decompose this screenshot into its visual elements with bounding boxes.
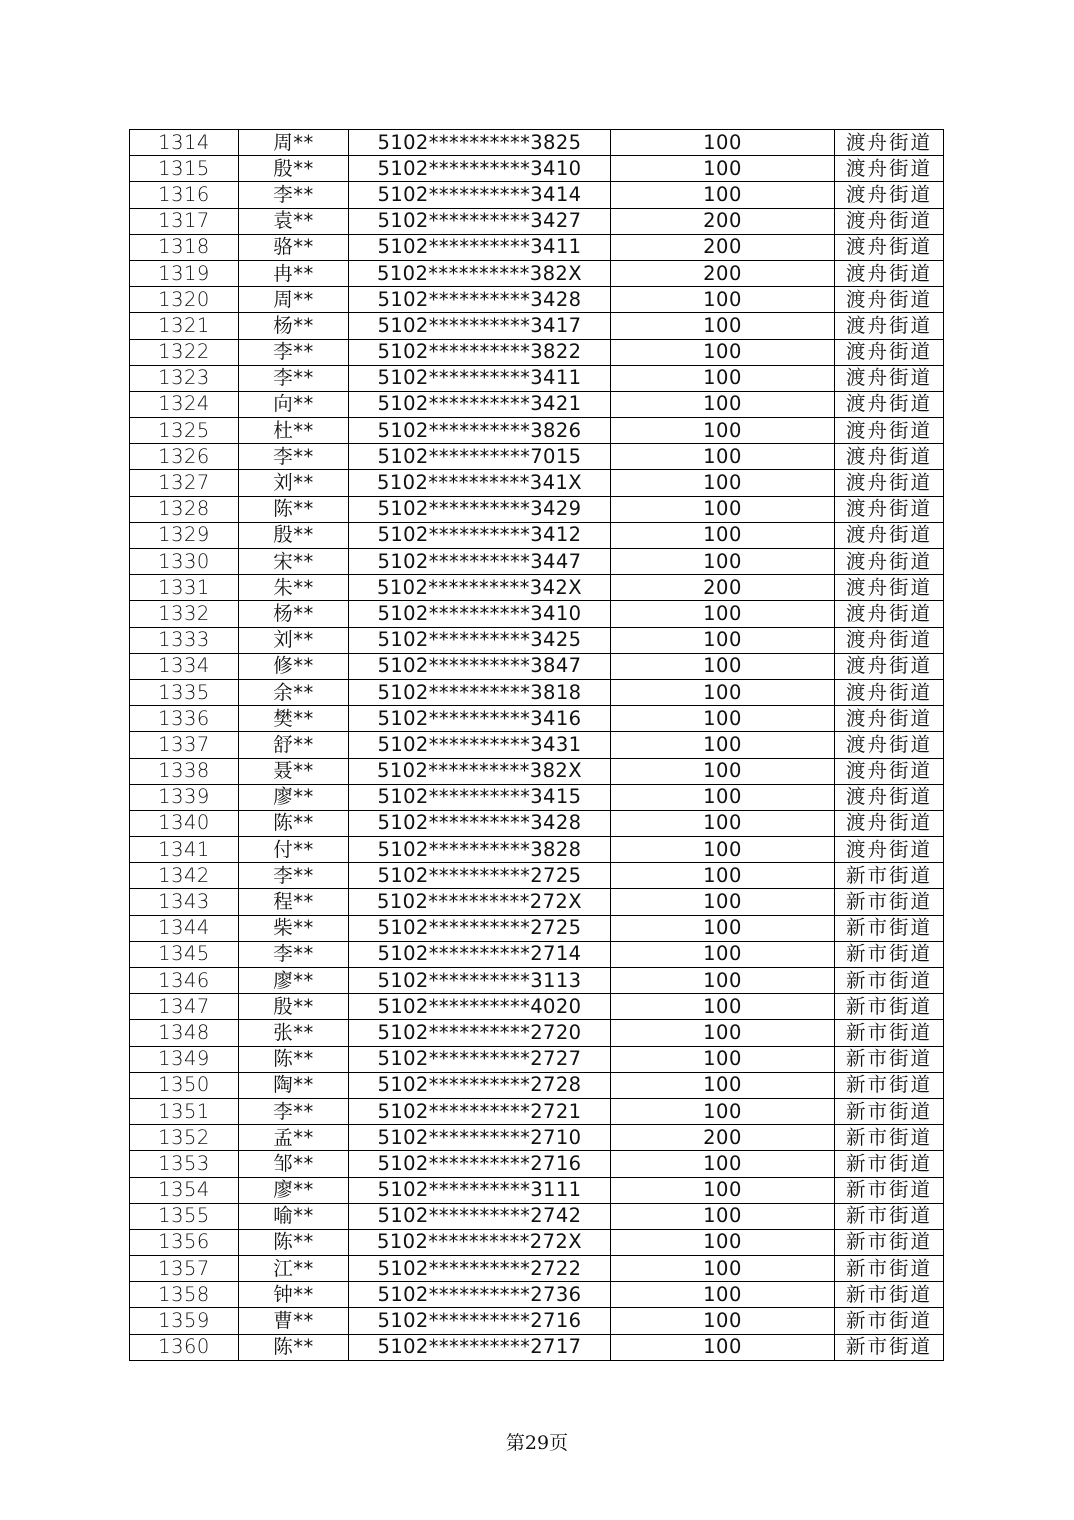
id-number-cell: 5102**********341X bbox=[349, 470, 611, 496]
street-cell: 渡舟街道 bbox=[835, 784, 944, 810]
row-number-cell: 1356 bbox=[130, 1229, 239, 1255]
amount-cell: 100 bbox=[611, 627, 835, 653]
table-row bbox=[130, 732, 944, 758]
street-cell: 渡舟街道 bbox=[835, 260, 944, 286]
table-row bbox=[130, 889, 944, 915]
name-cell: 樊** bbox=[239, 706, 349, 732]
amount-cell: 100 bbox=[611, 418, 835, 444]
name-cell: 陈** bbox=[239, 1334, 349, 1360]
name-cell: 杜** bbox=[239, 418, 349, 444]
street-cell: 新市街道 bbox=[835, 863, 944, 889]
id-number-cell: 5102**********3425 bbox=[349, 627, 611, 653]
table-row bbox=[130, 1229, 944, 1255]
row-number-cell: 1329 bbox=[130, 522, 239, 548]
row-number-cell: 1354 bbox=[130, 1177, 239, 1203]
row-number-cell: 1350 bbox=[130, 1072, 239, 1098]
amount-cell: 100 bbox=[611, 1177, 835, 1203]
id-number-cell: 5102**********3818 bbox=[349, 679, 611, 705]
table-row bbox=[130, 863, 944, 889]
id-number-cell: 5102**********2720 bbox=[349, 1020, 611, 1046]
table-row bbox=[130, 575, 944, 601]
amount-cell: 100 bbox=[611, 1256, 835, 1282]
name-cell: 曹** bbox=[239, 1308, 349, 1334]
name-cell: 廖** bbox=[239, 1177, 349, 1203]
name-cell: 周** bbox=[239, 130, 349, 156]
amount-cell: 100 bbox=[611, 1203, 835, 1229]
amount-cell: 200 bbox=[611, 208, 835, 234]
id-number-cell: 5102**********3411 bbox=[349, 234, 611, 260]
street-cell: 新市街道 bbox=[835, 1020, 944, 1046]
table-row bbox=[130, 601, 944, 627]
street-cell: 渡舟街道 bbox=[835, 156, 944, 182]
name-cell: 刘** bbox=[239, 470, 349, 496]
name-cell: 杨** bbox=[239, 601, 349, 627]
street-cell: 渡舟街道 bbox=[835, 549, 944, 575]
name-cell: 程** bbox=[239, 889, 349, 915]
id-number-cell: 5102**********2736 bbox=[349, 1282, 611, 1308]
table-row bbox=[130, 784, 944, 810]
street-cell: 渡舟街道 bbox=[835, 365, 944, 391]
id-number-cell: 5102**********2714 bbox=[349, 941, 611, 967]
id-number-cell: 5102**********7015 bbox=[349, 444, 611, 470]
street-cell: 新市街道 bbox=[835, 889, 944, 915]
id-number-cell: 5102**********3111 bbox=[349, 1177, 611, 1203]
row-number-cell: 1328 bbox=[130, 496, 239, 522]
recipient-table-body bbox=[130, 130, 944, 1361]
amount-cell: 100 bbox=[611, 837, 835, 863]
street-cell: 渡舟街道 bbox=[835, 208, 944, 234]
street-cell: 渡舟街道 bbox=[835, 810, 944, 836]
row-number-cell: 1337 bbox=[130, 732, 239, 758]
name-cell: 骆** bbox=[239, 234, 349, 260]
row-number-cell: 1320 bbox=[130, 287, 239, 313]
name-cell: 李** bbox=[239, 1098, 349, 1124]
id-number-cell: 5102**********3416 bbox=[349, 706, 611, 732]
table-row bbox=[130, 234, 944, 260]
id-number-cell: 5102**********3411 bbox=[349, 365, 611, 391]
id-number-cell: 5102**********3822 bbox=[349, 339, 611, 365]
row-number-cell: 1336 bbox=[130, 706, 239, 732]
row-number-cell: 1321 bbox=[130, 313, 239, 339]
id-number-cell: 5102**********2728 bbox=[349, 1072, 611, 1098]
amount-cell: 100 bbox=[611, 994, 835, 1020]
amount-cell: 200 bbox=[611, 575, 835, 601]
amount-cell: 100 bbox=[611, 391, 835, 417]
name-cell: 向** bbox=[239, 391, 349, 417]
amount-cell: 100 bbox=[611, 1020, 835, 1046]
name-cell: 陈** bbox=[239, 1046, 349, 1072]
amount-cell: 100 bbox=[611, 444, 835, 470]
street-cell: 新市街道 bbox=[835, 1308, 944, 1334]
name-cell: 杨** bbox=[239, 313, 349, 339]
name-cell: 冉** bbox=[239, 260, 349, 286]
table-row bbox=[130, 627, 944, 653]
id-number-cell: 5102**********382X bbox=[349, 758, 611, 784]
row-number-cell: 1351 bbox=[130, 1098, 239, 1124]
row-number-cell: 1332 bbox=[130, 601, 239, 627]
amount-cell: 100 bbox=[611, 784, 835, 810]
id-number-cell: 5102**********342X bbox=[349, 575, 611, 601]
street-cell: 新市街道 bbox=[835, 1046, 944, 1072]
row-number-cell: 1326 bbox=[130, 444, 239, 470]
name-cell: 周** bbox=[239, 287, 349, 313]
name-cell: 江** bbox=[239, 1256, 349, 1282]
street-cell: 新市街道 bbox=[835, 994, 944, 1020]
street-cell: 渡舟街道 bbox=[835, 627, 944, 653]
id-number-cell: 5102**********2717 bbox=[349, 1334, 611, 1360]
row-number-cell: 1335 bbox=[130, 679, 239, 705]
id-number-cell: 5102**********2721 bbox=[349, 1098, 611, 1124]
street-cell: 渡舟街道 bbox=[835, 313, 944, 339]
street-cell: 渡舟街道 bbox=[835, 391, 944, 417]
amount-cell: 100 bbox=[611, 313, 835, 339]
amount-cell: 100 bbox=[611, 182, 835, 208]
amount-cell: 100 bbox=[611, 522, 835, 548]
id-number-cell: 5102**********3417 bbox=[349, 313, 611, 339]
id-number-cell: 5102**********2716 bbox=[349, 1308, 611, 1334]
amount-cell: 100 bbox=[611, 1046, 835, 1072]
name-cell: 廖** bbox=[239, 968, 349, 994]
id-number-cell: 5102**********4020 bbox=[349, 994, 611, 1020]
row-number-cell: 1334 bbox=[130, 653, 239, 679]
row-number-cell: 1360 bbox=[130, 1334, 239, 1360]
street-cell: 渡舟街道 bbox=[835, 339, 944, 365]
amount-cell: 100 bbox=[611, 1308, 835, 1334]
amount-cell: 100 bbox=[611, 365, 835, 391]
id-number-cell: 5102**********3431 bbox=[349, 732, 611, 758]
name-cell: 陶** bbox=[239, 1072, 349, 1098]
id-number-cell: 5102**********3415 bbox=[349, 784, 611, 810]
id-number-cell: 5102**********3826 bbox=[349, 418, 611, 444]
id-number-cell: 5102**********3427 bbox=[349, 208, 611, 234]
street-cell: 渡舟街道 bbox=[835, 496, 944, 522]
amount-cell: 100 bbox=[611, 601, 835, 627]
row-number-cell: 1343 bbox=[130, 889, 239, 915]
street-cell: 渡舟街道 bbox=[835, 234, 944, 260]
id-number-cell: 5102**********3113 bbox=[349, 968, 611, 994]
table-row bbox=[130, 1177, 944, 1203]
id-number-cell: 5102**********2710 bbox=[349, 1125, 611, 1151]
row-number-cell: 1331 bbox=[130, 575, 239, 601]
table-row bbox=[130, 522, 944, 548]
table-row bbox=[130, 679, 944, 705]
street-cell: 新市街道 bbox=[835, 1229, 944, 1255]
street-cell: 新市街道 bbox=[835, 1203, 944, 1229]
table-row bbox=[130, 1125, 944, 1151]
id-number-cell: 5102**********3414 bbox=[349, 182, 611, 208]
table-row bbox=[130, 339, 944, 365]
street-cell: 渡舟街道 bbox=[835, 470, 944, 496]
amount-cell: 100 bbox=[611, 287, 835, 313]
table-row bbox=[130, 287, 944, 313]
street-cell: 新市街道 bbox=[835, 915, 944, 941]
name-cell: 柴** bbox=[239, 915, 349, 941]
street-cell: 新市街道 bbox=[835, 1125, 944, 1151]
name-cell: 殷** bbox=[239, 156, 349, 182]
table-row bbox=[130, 1020, 944, 1046]
table-row bbox=[130, 1334, 944, 1360]
amount-cell: 100 bbox=[611, 968, 835, 994]
street-cell: 渡舟街道 bbox=[835, 130, 944, 156]
name-cell: 刘** bbox=[239, 627, 349, 653]
table-row bbox=[130, 1282, 944, 1308]
table-row bbox=[130, 941, 944, 967]
row-number-cell: 1325 bbox=[130, 418, 239, 444]
table-row bbox=[130, 968, 944, 994]
name-cell: 殷** bbox=[239, 994, 349, 1020]
row-number-cell: 1352 bbox=[130, 1125, 239, 1151]
row-number-cell: 1339 bbox=[130, 784, 239, 810]
name-cell: 邹** bbox=[239, 1151, 349, 1177]
row-number-cell: 1338 bbox=[130, 758, 239, 784]
street-cell: 新市街道 bbox=[835, 1282, 944, 1308]
table-row bbox=[130, 1308, 944, 1334]
table-row bbox=[130, 313, 944, 339]
name-cell: 孟** bbox=[239, 1125, 349, 1151]
name-cell: 张** bbox=[239, 1020, 349, 1046]
name-cell: 余** bbox=[239, 679, 349, 705]
table-row bbox=[130, 444, 944, 470]
table-row bbox=[130, 1098, 944, 1124]
row-number-cell: 1319 bbox=[130, 260, 239, 286]
id-number-cell: 5102**********3847 bbox=[349, 653, 611, 679]
name-cell: 袁** bbox=[239, 208, 349, 234]
row-number-cell: 1342 bbox=[130, 863, 239, 889]
id-number-cell: 5102**********3828 bbox=[349, 837, 611, 863]
amount-cell: 100 bbox=[611, 1072, 835, 1098]
street-cell: 渡舟街道 bbox=[835, 758, 944, 784]
table-row bbox=[130, 208, 944, 234]
name-cell: 朱** bbox=[239, 575, 349, 601]
id-number-cell: 5102**********272X bbox=[349, 1229, 611, 1255]
name-cell: 钟** bbox=[239, 1282, 349, 1308]
street-cell: 渡舟街道 bbox=[835, 182, 944, 208]
amount-cell: 100 bbox=[611, 339, 835, 365]
street-cell: 渡舟街道 bbox=[835, 522, 944, 548]
id-number-cell: 5102**********3421 bbox=[349, 391, 611, 417]
amount-cell: 100 bbox=[611, 863, 835, 889]
table-row bbox=[130, 182, 944, 208]
amount-cell: 100 bbox=[611, 1151, 835, 1177]
table-row bbox=[130, 1046, 944, 1072]
table-row bbox=[130, 130, 944, 156]
street-cell: 渡舟街道 bbox=[835, 706, 944, 732]
street-cell: 新市街道 bbox=[835, 1334, 944, 1360]
amount-cell: 100 bbox=[611, 941, 835, 967]
amount-cell: 100 bbox=[611, 470, 835, 496]
amount-cell: 200 bbox=[611, 1125, 835, 1151]
id-number-cell: 5102**********2725 bbox=[349, 915, 611, 941]
table-row bbox=[130, 470, 944, 496]
amount-cell: 200 bbox=[611, 234, 835, 260]
amount-cell: 100 bbox=[611, 1098, 835, 1124]
row-number-cell: 1353 bbox=[130, 1151, 239, 1177]
row-number-cell: 1355 bbox=[130, 1203, 239, 1229]
amount-cell: 100 bbox=[611, 496, 835, 522]
id-number-cell: 5102**********3410 bbox=[349, 601, 611, 627]
row-number-cell: 1348 bbox=[130, 1020, 239, 1046]
table-row bbox=[130, 391, 944, 417]
street-cell: 新市街道 bbox=[835, 1151, 944, 1177]
street-cell: 新市街道 bbox=[835, 1177, 944, 1203]
table-row bbox=[130, 496, 944, 522]
id-number-cell: 5102**********2727 bbox=[349, 1046, 611, 1072]
table-row bbox=[130, 418, 944, 444]
id-number-cell: 5102**********272X bbox=[349, 889, 611, 915]
row-number-cell: 1317 bbox=[130, 208, 239, 234]
row-number-cell: 1346 bbox=[130, 968, 239, 994]
table-row bbox=[130, 1203, 944, 1229]
street-cell: 渡舟街道 bbox=[835, 732, 944, 758]
amount-cell: 100 bbox=[611, 758, 835, 784]
street-cell: 渡舟街道 bbox=[835, 679, 944, 705]
name-cell: 宋** bbox=[239, 549, 349, 575]
name-cell: 舒** bbox=[239, 732, 349, 758]
row-number-cell: 1315 bbox=[130, 156, 239, 182]
street-cell: 渡舟街道 bbox=[835, 653, 944, 679]
street-cell: 渡舟街道 bbox=[835, 444, 944, 470]
name-cell: 陈** bbox=[239, 496, 349, 522]
table-row bbox=[130, 365, 944, 391]
name-cell: 陈** bbox=[239, 1229, 349, 1255]
street-cell: 渡舟街道 bbox=[835, 575, 944, 601]
table-row bbox=[130, 837, 944, 863]
table-row bbox=[130, 260, 944, 286]
street-cell: 渡舟街道 bbox=[835, 418, 944, 444]
amount-cell: 100 bbox=[611, 1229, 835, 1255]
amount-cell: 100 bbox=[611, 889, 835, 915]
name-cell: 聂** bbox=[239, 758, 349, 784]
amount-cell: 100 bbox=[611, 653, 835, 679]
table-row bbox=[130, 810, 944, 836]
amount-cell: 100 bbox=[611, 732, 835, 758]
amount-cell: 100 bbox=[611, 549, 835, 575]
row-number-cell: 1347 bbox=[130, 994, 239, 1020]
id-number-cell: 5102**********3428 bbox=[349, 287, 611, 313]
table-row bbox=[130, 1072, 944, 1098]
row-number-cell: 1330 bbox=[130, 549, 239, 575]
row-number-cell: 1349 bbox=[130, 1046, 239, 1072]
name-cell: 李** bbox=[239, 444, 349, 470]
amount-cell: 100 bbox=[611, 915, 835, 941]
name-cell: 李** bbox=[239, 863, 349, 889]
name-cell: 李** bbox=[239, 941, 349, 967]
name-cell: 殷** bbox=[239, 522, 349, 548]
id-number-cell: 5102**********3410 bbox=[349, 156, 611, 182]
id-number-cell: 5102**********382X bbox=[349, 260, 611, 286]
name-cell: 李** bbox=[239, 365, 349, 391]
table-row bbox=[130, 994, 944, 1020]
amount-cell: 200 bbox=[611, 260, 835, 286]
row-number-cell: 1341 bbox=[130, 837, 239, 863]
row-number-cell: 1323 bbox=[130, 365, 239, 391]
row-number-cell: 1324 bbox=[130, 391, 239, 417]
amount-cell: 100 bbox=[611, 706, 835, 732]
name-cell: 李** bbox=[239, 182, 349, 208]
name-cell: 喻** bbox=[239, 1203, 349, 1229]
street-cell: 渡舟街道 bbox=[835, 601, 944, 627]
id-number-cell: 5102**********3428 bbox=[349, 810, 611, 836]
table-row bbox=[130, 653, 944, 679]
row-number-cell: 1344 bbox=[130, 915, 239, 941]
page-number: 第29页 bbox=[505, 1432, 569, 1454]
id-number-cell: 5102**********3447 bbox=[349, 549, 611, 575]
name-cell: 修** bbox=[239, 653, 349, 679]
row-number-cell: 1340 bbox=[130, 810, 239, 836]
row-number-cell: 1358 bbox=[130, 1282, 239, 1308]
table-row bbox=[130, 915, 944, 941]
id-number-cell: 5102**********3412 bbox=[349, 522, 611, 548]
row-number-cell: 1357 bbox=[130, 1256, 239, 1282]
table-row bbox=[130, 156, 944, 182]
row-number-cell: 1322 bbox=[130, 339, 239, 365]
row-number-cell: 1318 bbox=[130, 234, 239, 260]
name-cell: 李** bbox=[239, 339, 349, 365]
recipient-table bbox=[129, 129, 944, 1361]
table-row bbox=[130, 1151, 944, 1177]
row-number-cell: 1327 bbox=[130, 470, 239, 496]
amount-cell: 100 bbox=[611, 1334, 835, 1360]
name-cell: 廖** bbox=[239, 784, 349, 810]
amount-cell: 100 bbox=[611, 810, 835, 836]
id-number-cell: 5102**********2742 bbox=[349, 1203, 611, 1229]
id-number-cell: 5102**********2725 bbox=[349, 863, 611, 889]
row-number-cell: 1314 bbox=[130, 130, 239, 156]
table-row bbox=[130, 706, 944, 732]
row-number-cell: 1333 bbox=[130, 627, 239, 653]
table-row bbox=[130, 758, 944, 784]
id-number-cell: 5102**********2722 bbox=[349, 1256, 611, 1282]
name-cell: 陈** bbox=[239, 810, 349, 836]
name-cell: 付** bbox=[239, 837, 349, 863]
amount-cell: 100 bbox=[611, 1282, 835, 1308]
amount-cell: 100 bbox=[611, 156, 835, 182]
street-cell: 新市街道 bbox=[835, 1256, 944, 1282]
amount-cell: 100 bbox=[611, 130, 835, 156]
id-number-cell: 5102**********2716 bbox=[349, 1151, 611, 1177]
street-cell: 渡舟街道 bbox=[835, 837, 944, 863]
amount-cell: 100 bbox=[611, 679, 835, 705]
street-cell: 渡舟街道 bbox=[835, 287, 944, 313]
street-cell: 新市街道 bbox=[835, 1072, 944, 1098]
street-cell: 新市街道 bbox=[835, 968, 944, 994]
id-number-cell: 5102**********3429 bbox=[349, 496, 611, 522]
id-number-cell: 5102**********3825 bbox=[349, 130, 611, 156]
row-number-cell: 1316 bbox=[130, 182, 239, 208]
table-row bbox=[130, 1256, 944, 1282]
street-cell: 新市街道 bbox=[835, 1098, 944, 1124]
row-number-cell: 1345 bbox=[130, 941, 239, 967]
table-row bbox=[130, 549, 944, 575]
row-number-cell: 1359 bbox=[130, 1308, 239, 1334]
street-cell: 新市街道 bbox=[835, 941, 944, 967]
